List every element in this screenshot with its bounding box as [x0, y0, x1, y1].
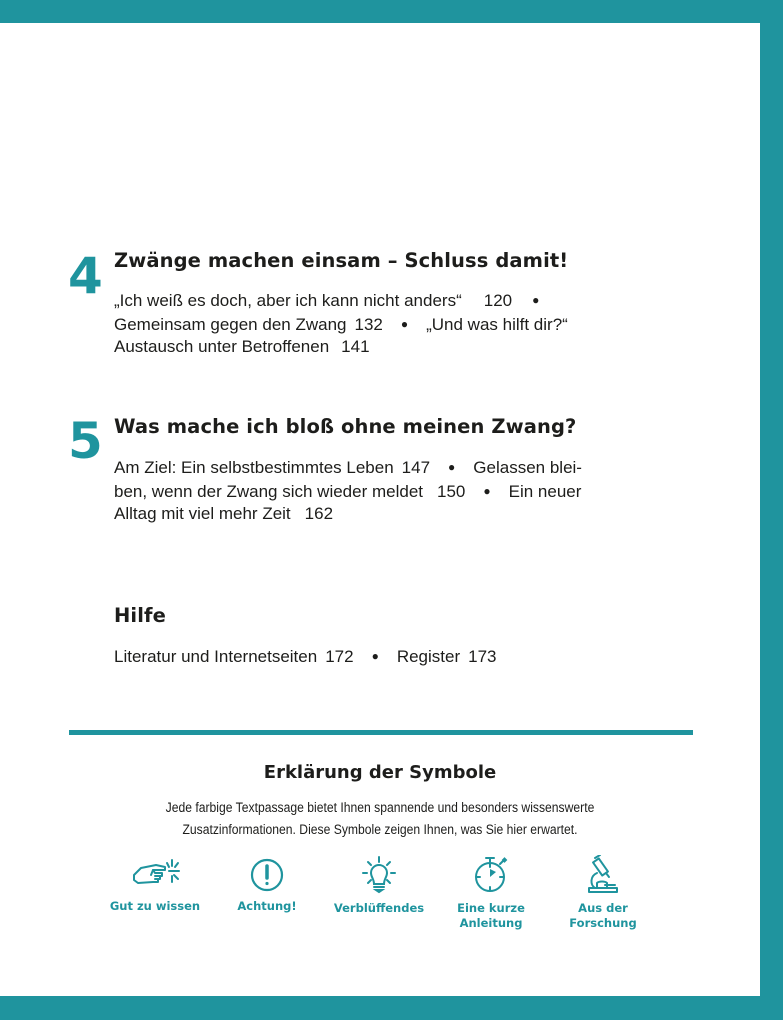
- toc-entry[interactable]: Gelassen blei-: [473, 458, 582, 477]
- toc-entry[interactable]: Alltag mit viel mehr Zeit 162: [114, 504, 334, 523]
- page-number: 147: [401, 458, 431, 477]
- legend-title: Erklärung der Symbole: [263, 762, 497, 783]
- help-title: Hilfe: [114, 604, 166, 627]
- toc-entry[interactable]: Literatur und Internetseiten 172: [114, 647, 354, 666]
- stopwatch-icon: [471, 855, 511, 895]
- symbol-verblueffendes: [319, 855, 439, 916]
- page-number: 120: [483, 291, 513, 310]
- bullet-separator: ●: [483, 483, 491, 498]
- legend-description: Jede farbige Textpassage bietet Ihnen spannende und besonders wissenswerte Zusatzinformationen. Diese Symbole zeigen Ihnen, was Sie hier erwartet.: [165, 800, 595, 837]
- chapter-title: Zwänge machen einsam – Schluss damit!: [114, 249, 569, 272]
- toc-entry[interactable]: ben, wenn der Zwang sich wieder meldet 150: [114, 481, 466, 501]
- toc-entry[interactable]: „Ich weiß es doch, aber ich kann nicht anders“ 120: [114, 291, 513, 310]
- symbol-label: Aus der Forschung: [569, 901, 637, 930]
- page-number: 173: [468, 647, 497, 666]
- page-number: 150: [437, 481, 466, 501]
- section-divider: [69, 730, 693, 735]
- bullet-separator: ●: [400, 316, 409, 331]
- entry-line: [114, 336, 644, 359]
- page: [0, 23, 760, 996]
- page-number: 162: [304, 504, 334, 523]
- chapter-number: 4: [68, 247, 103, 305]
- toc-entry[interactable]: Gemeinsam gegen den Zwang 132: [114, 314, 383, 334]
- lightbulb-icon: [359, 855, 399, 895]
- entry-line: [114, 456, 644, 480]
- bullet-separator: ●: [448, 460, 456, 474]
- toc-entry[interactable]: Austausch unter Betroffenen 141: [114, 337, 370, 356]
- entry-line: [114, 313, 644, 337]
- chapter-title: Was mache ich bloß ohne meinen Zwang?: [114, 415, 577, 438]
- page-number: 172: [325, 647, 354, 666]
- symbol-eine-kurze-anleitung: [431, 855, 551, 930]
- chapter-entries: [114, 456, 644, 526]
- bullet-separator: ●: [371, 649, 379, 663]
- microscope-icon: [583, 855, 623, 895]
- symbol-achtung: [207, 855, 327, 914]
- entry-line: [114, 503, 644, 526]
- toc-entry[interactable]: Am Ziel: Ein selbstbestimmtes Leben 147: [114, 458, 431, 477]
- chapter-entries: [114, 289, 644, 359]
- entry-line: [114, 480, 644, 504]
- page-number: 141: [341, 337, 370, 356]
- toc-entry[interactable]: „Und was hilft dir?“: [426, 314, 568, 334]
- page-number: 132: [354, 314, 383, 334]
- symbol-aus-der-forschung: [543, 855, 663, 930]
- chapter-number: 5: [68, 412, 103, 470]
- pointing-hand-icon: [129, 855, 181, 893]
- help-entries: [114, 645, 644, 669]
- symbol-label: Verblüffendes: [333, 901, 425, 915]
- entry-line: [114, 289, 644, 313]
- bullet-separator: ●: [532, 293, 540, 307]
- toc-entry[interactable]: Register 173: [396, 647, 497, 666]
- symbol-gut-zu-wissen: [95, 855, 215, 914]
- symbol-label: Eine kurze Anleitung: [457, 901, 525, 930]
- symbol-legend: [0, 855, 760, 945]
- toc-entry[interactable]: Ein neuer: [508, 481, 582, 501]
- symbol-label: Achtung!: [237, 899, 297, 913]
- exclamation-circle-icon: [248, 855, 286, 893]
- symbol-label: Gut zu wissen: [109, 899, 201, 913]
